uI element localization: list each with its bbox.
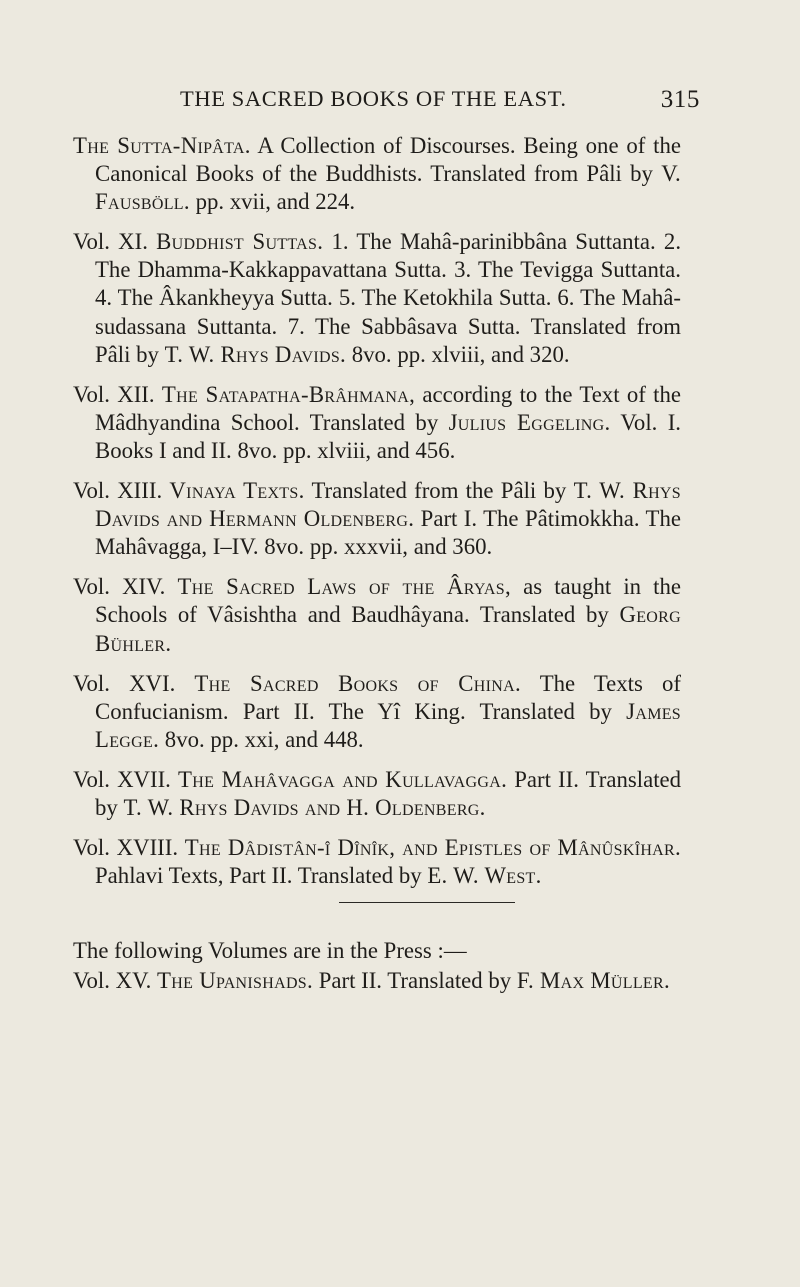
entry-description: Translated from the Pâli by: [311, 478, 567, 504]
entry-translator: T. W. Rhys Davids.: [164, 341, 347, 367]
entry-pages: Vol. I. Books I and II. 8vo. pp. xlviii, and 456.: [95, 409, 682, 463]
entry-volume: Vol. XV.: [73, 968, 152, 994]
entry-title: The Sacred Laws of the Âryas,: [177, 574, 511, 600]
entry-description: A Collection of Discourses. Being one of the Canonical Books of the Buddhists. Translated from Pâli by: [95, 133, 681, 187]
entry-title: The Sutta-Nipâta.: [73, 133, 251, 158]
catalogue-entry: [73, 228, 681, 368]
entry-description: The Texts of Confucianism. Part II. The Yî King. Translated by: [95, 670, 681, 724]
entry-translator: Georg Bühler.: [95, 602, 681, 656]
entry-description: Part II. Translated by: [95, 766, 682, 820]
catalogue-entry: [73, 834, 681, 890]
entry-pages: 8vo. pp. xlviii, and 320.: [351, 341, 570, 367]
catalogue-entry: [73, 573, 681, 657]
entry-title: Buddhist Suttas.: [156, 229, 324, 255]
entry-translator: V. Fausböll.: [95, 161, 682, 215]
entry-translator: James Legge.: [95, 698, 681, 752]
entry-description: Part II. Translated by: [318, 968, 512, 994]
catalogue-entry: [73, 670, 681, 754]
entry-description: according to the Text of the Mâdhyandina School. Translated by: [95, 381, 681, 435]
in-press-heading: The following Volumes are in the Press :—: [73, 938, 467, 964]
entry-volume: Vol. XII.: [73, 381, 155, 407]
catalogue-entry: [73, 477, 681, 561]
entry-translator: T. W. Rhys Davids and H. Oldenberg.: [123, 794, 486, 820]
entry-title: The Upanishads.: [157, 968, 313, 994]
in-press-entry: [73, 967, 681, 995]
entry-pages: pp. xvii, and 224.: [195, 189, 356, 215]
page-number: 315: [660, 86, 700, 113]
catalogue-entry: [73, 381, 681, 465]
entry-translator: T. W. Rhys Davids and Hermann Oldenberg.: [95, 478, 681, 532]
entry-volume: Vol. XVII.: [73, 766, 171, 792]
entry-volume: Vol. XIII.: [73, 478, 163, 504]
entry-volume: Vol. XVIII.: [73, 835, 179, 861]
entry-volume: Vol. XIV.: [73, 574, 166, 600]
entry-translator: Julius Eggeling.: [448, 409, 611, 435]
entry-title: The Satapatha-Brâhmana,: [161, 381, 416, 407]
entry-pages: 8vo. pp. xxi, and 448.: [164, 726, 364, 752]
entry-description: Pahlavi Texts, Part II. Translated by: [95, 863, 422, 889]
entry-description: as taught in the Schools of Vâsishtha and Baudhâyana. Translated by: [95, 574, 682, 628]
catalogue-entry: [73, 132, 681, 216]
entry-title: The Mahâvagga and Kullavagga.: [178, 766, 508, 792]
entry-volume: Vol. XVI.: [73, 670, 176, 696]
entry-volume: Vol. XI.: [73, 229, 148, 255]
entry-pages: Part I. The Pâtimokkha. The Mahâvagga, I–IV. 8vo. pp. xxxvii, and 360.: [95, 506, 682, 560]
running-head-title: THE SACRED BOOKS OF THE EAST.: [180, 86, 567, 111]
entry-title: Vinaya Texts.: [169, 478, 305, 504]
entry-translator: F. Max Müller.: [516, 968, 670, 994]
catalogue-entry: [73, 766, 681, 822]
entry-title: The Sacred Books of China.: [194, 670, 521, 696]
entry-title: The Dâdistân-î Dînîk, and Epistles of Mânûskîhar.: [184, 835, 682, 861]
catalogue-entries: [73, 132, 681, 1007]
section-divider: [339, 902, 515, 903]
entry-translator: E. W. West.: [427, 863, 542, 889]
entry-description: 1. The Mahâ-parinibbâna Suttanta. 2. The Dhamma-Kakkappavattana Sutta. 3. The Tevigga Suttanta. 4. The Âkankheyya Sutta. 5. The Ketokhila Sutta. 6. The Mahâ-sudassana Suttanta. 7. The Sabbâsava Sutta. Translated from Pâli by: [95, 229, 682, 367]
